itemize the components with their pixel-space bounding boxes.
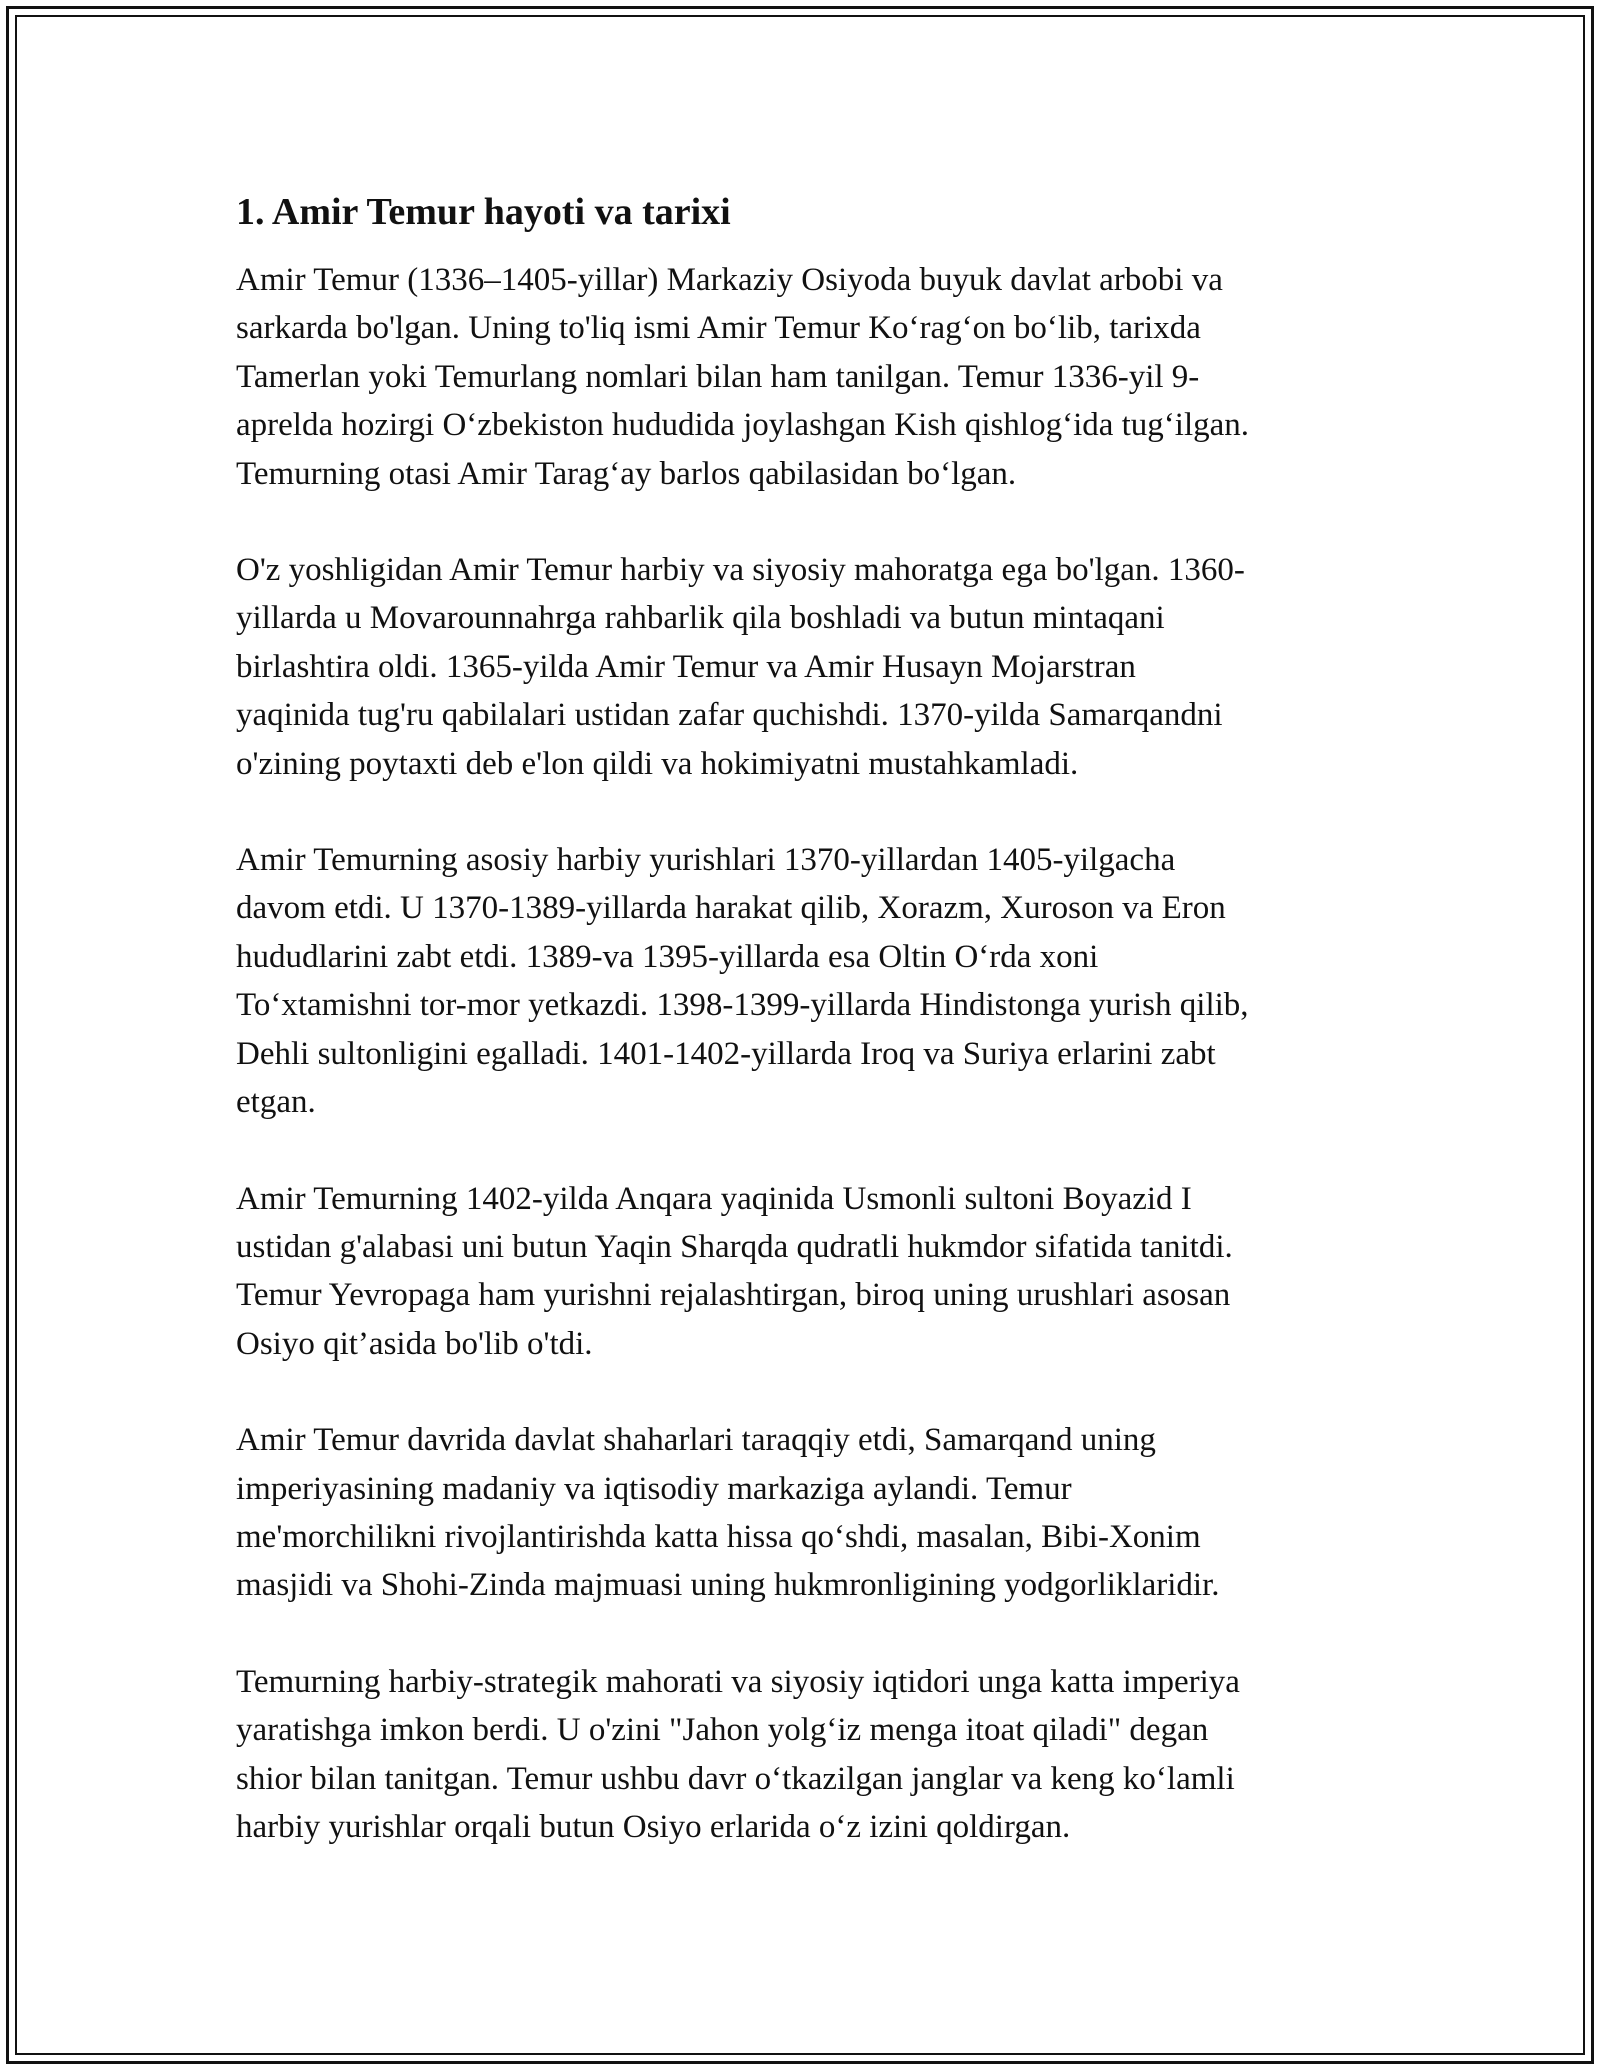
paragraph-biography: Amir Temur (1336–1405-yillar) Markaziy Osiyoda buyuk davlat arbobi va sarkarda bo'lgan. Uning to'liq ismi Amir Temur Koʻragʻon boʻlib, tarixda Tamerlan yoki Temurlang nomlari bilan ham tanilgan. Temur 1336-yil 9- aprelda hozirgi Oʻzbekiston hududida joylashgan Kish qishlogʻida tugʻilgan. Temurning otasi Amir Taragʻay barlos qabilasidan boʻlgan. [236,262,1250,492]
paragraph-early-career: O'z yoshligidan Amir Temur harbiy va siyosiy mahoratga ega bo'lgan. 1360- yillarda u Movarounnahrga rahbarlik qila boshladi va butun mintaqani birlashtira oldi. 1365-yilda Amir Temur va Amir Husayn Mojarstran yaqinida tug'ru qabilalari ustidan zafar quchishdi. 1370-yilda Samarqandni o'zining poytaxti deb e'lon qildi va hokimiyatni mustahkamladi. [236,552,1245,782]
paragraph-ankara: Amir Temurning 1402-yilda Anqara yaqinida Usmonli sultoni Boyazid I ustidan g'alabasi uni butun Yaqin Sharqda qudratli hukmdor sifatida tanitdi. Temur Yevropaga ham yurishni rejalashtirgan, biroq uning urushlari asosan Osiyo qit’asida bo'lib o'tdi. [236,1180,1233,1362]
paragraph-campaigns: Amir Temurning asosiy harbiy yurishlari 1370-yillardan 1405-yilgacha davom etdi. U 1370-1389-yillarda harakat qilib, Xorazm, Xuroson va Eron hududlarini zabt etdi. 1389-va 1395-yillarda esa Oltin Oʻrda xoni Toʻxtamishni tor-mor yetkazdi. 1398-1399-yillarda Hindistonga yurish qilib, Dehli sultonligini egalladi. 1401-1402-yillarda Iroq va Suriya erlarini zabt etgan. [236,842,1249,1121]
paragraph-legacy: Temurning harbiy-strategik mahorati va siyosiy iqtidori unga katta imperiya yaratishga imkon berdi. U o'zini "Jahon yolgʻiz menga itoat qiladi" degan shior bilan tanitgan. Temur ushbu davr oʻtkazilgan janglar va keng koʻlamli harbiy yurishlar orqali butun Osiyo erlarida oʻz izini qoldirgan. [236,1663,1240,1845]
document-body [236,188,1366,1851]
section-heading: 1. Amir Temur hayoti va tarixi [236,191,731,233]
paragraph-architecture: Amir Temur davrida davlat shaharlari taraqqiy etdi, Samarqand uning imperiyasining madaniy va iqtisodiy markaziga aylandi. Temur me'morchilikni rivojlantirishda katta hissa qoʻshdi, masalan, Bibi-Xonim masjidi va Shohi-Zinda majmuasi uning hukmronligining yodgorliklaridir. [236,1422,1220,1604]
